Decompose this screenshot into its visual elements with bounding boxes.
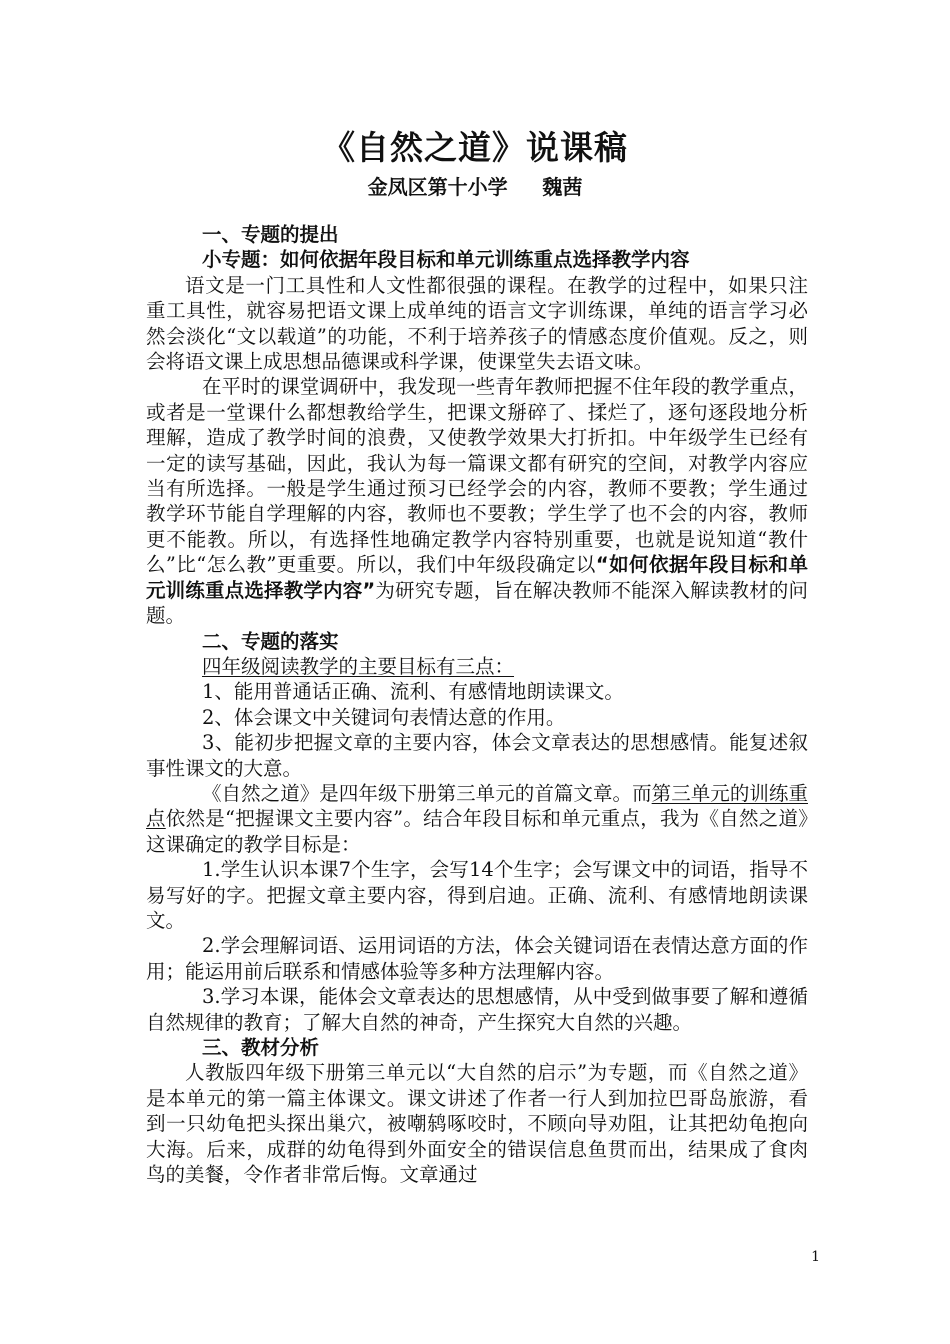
paragraph-text: 在平时的课堂调研中，我发现一些青年教师把握不住年段的教学重点，或者是一堂课什么都想教给学生，把课文掰碎了、揉烂了，逐句逐段地分析理解，造成了教学时间的浪费，又使教学效果大打折扣。中年级学生已经有一定的读写基础，因此，我认为每一篇课文都有研究的空间，对教学内容应当有所选择。一般是学生通过预习已经学会的内容，教师不要教；学生通过教学环节能自学理解的内容，教师也不要教；学生学了也不会的内容，教师更不能教。所以，有选择性地确定教学内容特别重要，也就是说知道“教什么”比“怎么教”更重要。所以，我们中年级段确定以 — [146, 375, 808, 577]
topic-line: 小专题：如何依据年段目标和单元训练重点选择教学内容 — [202, 248, 690, 272]
goal-item: 1、能用普通话正确、流利、有感情地朗读课文。 — [202, 680, 624, 704]
document-title: 《自然之道》说课稿 — [322, 128, 628, 167]
paragraph — [146, 781, 808, 857]
section-heading-2: 二、专题的落实 — [202, 629, 339, 653]
document-body — [146, 222, 808, 1187]
page-number: 1 — [811, 1249, 820, 1265]
document-subtitle: 金凤区第十小学 魏茜 — [367, 175, 583, 199]
paragraph-text: 《自然之道》是四年级下册第三单元的首篇文章。而 — [202, 781, 652, 805]
paragraph-text: 依然是“把握课文主要内容”。结合年段目标和单元重点，我为《自然之道》这课确定的教学目标是： — [146, 807, 808, 856]
goal-item: 2、体会课文中关键词句表情达意的作用。 — [202, 705, 566, 729]
paragraph: 语文是一门工具性和人文性都很强的课程。在教学的过程中，如果只注重工具性，就容易把语文课上成单纯的语言文字训练课，单纯的语言学习必然会淡化“文以载道”的功能，不利于培养孩子的情感态度价值观。反之，则会将语文课上成思想品德课或科学课，使课堂失去语文味。 — [146, 273, 808, 374]
paragraph — [146, 374, 808, 628]
section-heading-3: 三、教材分析 — [202, 1036, 320, 1059]
goals-title — [146, 654, 808, 679]
objective-item: 1.学生认识本课7个生字，会写14个生字；会写课文中的词语，指导不易写好的字。把握文章主要内容，得到启迪。正确、流利、有感情地朗读课文。 — [146, 858, 808, 932]
objective-item: 2.学会理解词语、运用词语的方法，体会关键词语在表情达意方面的作用；能运用前后联系和情感体验等多种方法理解内容。 — [146, 934, 808, 983]
paragraph-text: 为研究专题，旨在解决教师不能深入解读教材的问题。 — [146, 578, 808, 628]
goal-item: 3、能初步把握文章的主要内容，体会文章表达的思想感情。能复述叙事性课文的大意。 — [146, 731, 808, 780]
objective-item: 3.学习本课，能体会文章表达的思想感情，从中受到做事要了解和遵循自然规律的教育；了解大自然的神奇，产生探究大自然的兴趣。 — [146, 985, 808, 1034]
underlined-text: 第三单元的训练重点 — [146, 781, 808, 831]
section-heading-1: 一、专题的提出 — [202, 223, 339, 246]
goals-title-text: 四年级阅读教学的主要目标有三点： — [202, 654, 515, 678]
paragraph: 人教版四年级下册第三单元以“大自然的启示”为专题，而《自然之道》是本单元的第一篇主体课文。课文讲述了作者一行人到加拉巴哥岛旅游，看到一只幼龟把头探出巢穴，被嘲鸫啄咬时，不顾向导劝阻，让其把幼龟抱向大海。后来，成群的幼龟得到外面安全的错误信息鱼贯而出，结果成了食肉鸟的美餐，令作者非常后悔。文章通过 — [146, 1061, 808, 1187]
bold-topic-text: “如何依据年段目标和单元训练重点选择教学内容” — [146, 553, 808, 602]
